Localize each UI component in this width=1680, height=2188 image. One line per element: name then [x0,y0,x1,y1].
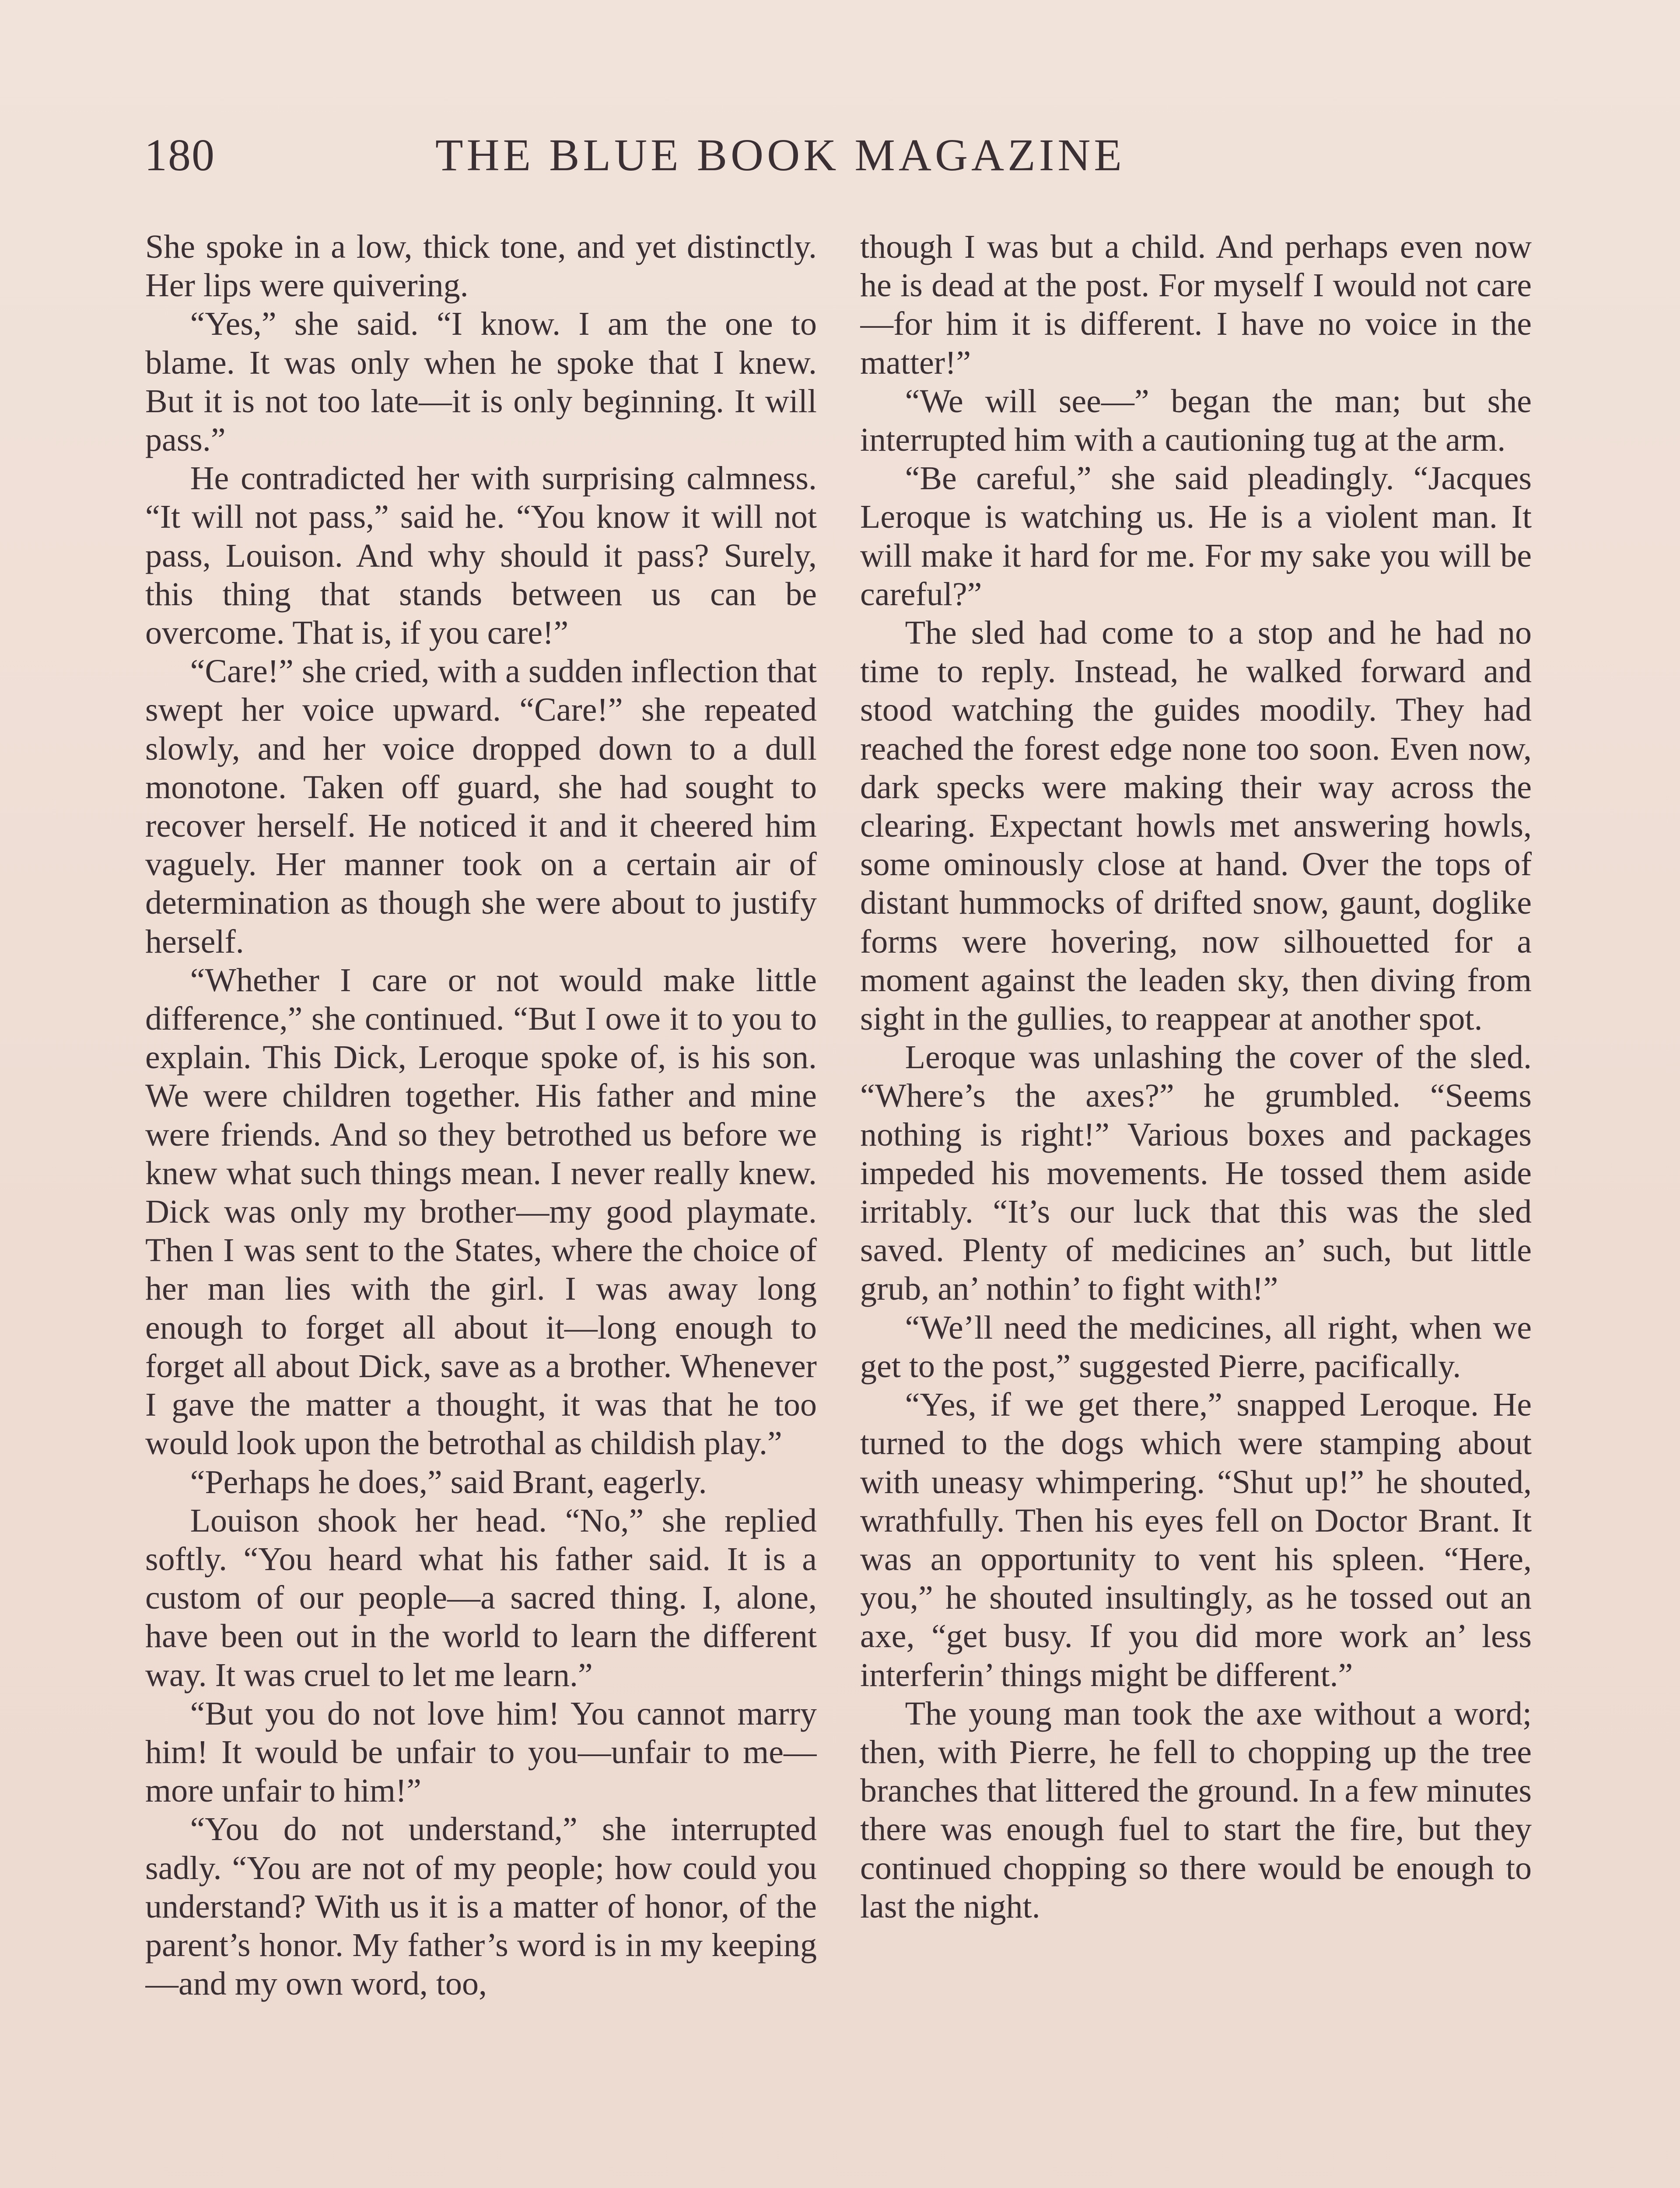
paragraph: The sled had come to a stop and he had no time to reply. Instead, he walked forward and stood watching the guides moodily. They had reached the forest edge none too soon. Even now, dark specks were making their way across the clearing. Expectant howls met answering howls, some ominously close at hand. Over the tops of distant hummocks of drifted snow, gaunt, doglike forms were hovering, now silhouetted for a moment against the leaden sky, then diving from sight in the gullies, to reappear at another spot. [860,614,1532,1038]
paragraph: “You do not understand,” she interrupted sadly. “You are not of my people; how could you understand? With us it is a matter of honor, of the parent’s honor. My father’s word is in my keeping—and my own word, too, [145,1811,817,2002]
paragraph: “We will see—” began the man; but she interrupted him with a cautioning tug at the arm. [860,382,1532,459]
paragraph: “But you do not love him! You cannot marry him! It would be unfair to you—unfair to me—more unfair to him!” [145,1695,817,1809]
paragraph: “Whether I care or not would make little difference,” she continued. “But I owe it to you to explain. This Dick, Leroque spoke of, is his son. We were children together. His father and mine were friends. And so they betrothed us before we knew what such things mean. I never really knew. Dick was only my brother—my good playmate. Then I was sent to the States, where the choice of her man lies with the girl. I was away long enough to forget all about it—long enough to forget all about Dick, save as a brother. Whenever I gave the matter a thought, it was that he too would look upon the betrothal as childish play.” [145,961,817,1462]
paragraph: “Care!” she cried, with a sudden inflection that swept her voice upward. “Care!” she repeated slowly, and her voice dropped down to a dull monotone. Taken off guard, she had sought to recover herself. He noticed it and it cheered him vaguely. Her manner took on a certain air of determination as though she were about to justify herself. [145,653,817,960]
paragraph: “Perhaps he does,” said Brant, eagerly. [190,1463,707,1501]
paragraph: The young man took the axe without a word; then, with Pierre, he fell to chopping up the tree branches that littered the ground. In a few minutes there was enough fuel to start the fire, but they continued chopping so there would be enough to last the night. [860,1695,1532,1925]
page-header [144,123,1242,188]
paragraph: “Yes, if we get there,” snapped Leroque. He turned to the dogs which were stamping about with uneasy whimpering. “Shut up!” he shouted, wrathfully. Then his eyes fell on Doctor Brant. It was an opportunity to vent his spleen. “Here, you,” he shouted insultingly, as he tossed out an axe, “get busy. If you did more work an’ less interferin’ things might be different.” [860,1386,1532,1694]
paragraph: “We’ll need the medicines, all right, when we get to the post,” suggested Pierre, pacifically. [860,1309,1532,1385]
page-number: 180 [144,130,215,180]
paragraph: Leroque was unlashing the cover of the sled. “Where’s the axes?” he grumbled. “Seems nothing is right!” Various boxes and packages impeded his movements. He tossed them aside irritably. “It’s our luck that this was the sled saved. Plenty of medicines an’ such, but little grub, an’ nothin’ to fight with!” [860,1039,1532,1308]
paragraph: “Yes,” she said. “I know. I am the one to blame. It was only when he spoke that I knew. But it is not too late—it is only beginning. It will pass.” [145,305,817,459]
paragraph: Louison shook her head. “No,” she replied softly. “You heard what his father said. It is a custom of our people—a sacred thing. I, alone, have been out in the world to learn the different way. It was cruel to let me learn.” [145,1502,817,1694]
left-column [145,228,817,2188]
paragraph: though I was but a child. And perhaps even now he is dead at the post. For myself I would not care—for him it is different. I have no voice in the matter!” [860,228,1532,381]
right-column [860,228,1532,2188]
magazine-title: THE BLUE BOOK MAGAZINE [435,130,1125,180]
paragraph: He contradicted her with surprising calmness. “It will not pass,” said he. “You know it will not pass, Louison. And why should it pass? Surely, this thing that stands between us can be overcome. That is, if you care!” [145,460,817,652]
paragraph: “Be careful,” she said pleadingly. “Jacques Leroque is watching us. He is a violent man. It will make it hard for me. For my sake you will be careful?” [860,460,1532,613]
paragraph: She spoke in a low, thick tone, and yet distinctly. Her lips were quivering. [145,228,817,304]
